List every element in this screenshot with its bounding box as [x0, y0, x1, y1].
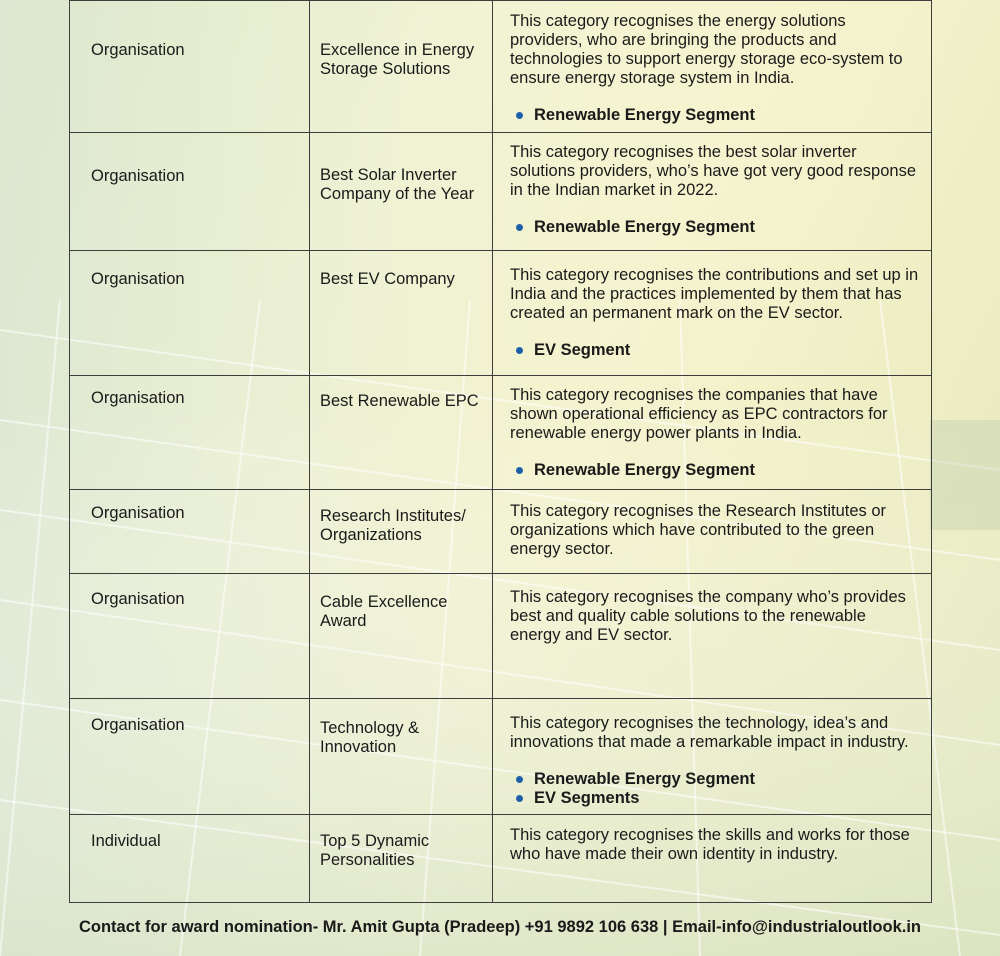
category-description: This category recognises the energy solutions providers, who are bringing the products and technologies to support energy storage eco-system to ensure energy storage system in India. [510, 12, 903, 87]
segment-list [510, 770, 919, 808]
segment-list [510, 461, 919, 480]
segment-item: Renewable Energy Segment [516, 106, 919, 125]
category-name-cell [310, 376, 493, 490]
bullet-icon [516, 224, 523, 231]
category-description-cell [493, 574, 932, 699]
table-row [70, 574, 932, 699]
bullet-icon [516, 112, 523, 119]
segment-item: Renewable Energy Segment [516, 461, 919, 480]
category-description: This category recognises the company who’s provides best and quality cable solutions to the renewable energy and EV sector. [510, 588, 906, 644]
category-description: This category recognises the skills and works for those who have made their own identity in industry. [510, 826, 910, 863]
category-name-cell [310, 133, 493, 251]
category-name: Best Solar Inverter Company of the Year [320, 166, 475, 203]
category-type: Organisation [91, 389, 185, 407]
category-name-cell [310, 251, 493, 376]
category-description-cell [493, 133, 932, 251]
category-name-cell [310, 1, 493, 133]
category-name-cell [310, 490, 493, 574]
category-description-cell [493, 1, 932, 133]
category-name: Excellence in Energy Storage Solutions [320, 41, 475, 78]
category-description-cell [493, 815, 932, 903]
segment-item: Renewable Energy Segment [516, 770, 919, 789]
segment-list [510, 106, 919, 125]
category-description-cell [493, 490, 932, 574]
segment-item: EV Segment [516, 341, 919, 360]
category-name-cell [310, 699, 493, 815]
category-type: Organisation [91, 167, 185, 185]
table-row [70, 490, 932, 574]
category-type-cell [70, 251, 310, 376]
category-name-cell [310, 574, 493, 699]
category-description: This category recognises the contributions and set up in India and the practices implemented by them that has created an permanent mark on the EV sector. [510, 266, 919, 322]
segment-list [510, 218, 919, 237]
category-type: Individual [91, 832, 161, 850]
category-type-cell [70, 376, 310, 490]
category-type-cell [70, 133, 310, 251]
category-description: This category recognises the best solar inverter solutions providers, who’s have got very good response in the Indian market in 2022. [510, 143, 917, 199]
category-name: Best Renewable EPC [320, 392, 479, 410]
segment-item: Renewable Energy Segment [516, 218, 919, 237]
bullet-icon [516, 467, 523, 474]
category-type: Organisation [91, 504, 185, 522]
table-row [70, 1, 932, 133]
category-description: This category recognises the Research Institutes or organizations which have contributed to the green energy sector. [510, 502, 887, 558]
category-type: Organisation [91, 270, 185, 288]
category-type-cell [70, 574, 310, 699]
category-type: Organisation [91, 590, 185, 608]
category-description: This category recognises the technology, idea’s and innovations that made a remarkable impact in industry. [510, 714, 909, 751]
category-name: Best EV Company [320, 270, 455, 288]
category-type: Organisation [91, 41, 185, 59]
category-name: Cable Excellence Award [320, 593, 448, 630]
table-row [70, 376, 932, 490]
bullet-icon [516, 776, 523, 783]
contact-footer: Contact for award nomination- Mr. Amit Gupta (Pradeep) +91 9892 106 638 | Email-info@industrialoutlook.in [78, 918, 922, 936]
category-name-cell [310, 815, 493, 903]
category-name: Top 5 Dynamic Personalities [320, 832, 430, 869]
table-row [70, 133, 932, 251]
category-type-cell [70, 490, 310, 574]
segment-item: EV Segments [516, 789, 919, 808]
award-categories-table [69, 0, 932, 903]
category-description-cell [493, 251, 932, 376]
category-type-cell [70, 815, 310, 903]
category-type: Organisation [91, 716, 185, 734]
table-row [70, 251, 932, 376]
category-name: Research Institutes/ Organizations [320, 507, 466, 544]
bullet-icon [516, 347, 523, 354]
table-row [70, 699, 932, 815]
category-description-cell [493, 699, 932, 815]
bullet-icon [516, 795, 523, 802]
category-type-cell [70, 699, 310, 815]
table-row [70, 815, 932, 903]
category-description-cell [493, 376, 932, 490]
category-type-cell [70, 1, 310, 133]
category-description: This category recognises the companies that have shown operational efficiency as EPC contractors for renewable energy power plants in India. [510, 386, 888, 442]
category-name: Technology & Innovation [320, 719, 420, 756]
segment-list [510, 341, 919, 360]
